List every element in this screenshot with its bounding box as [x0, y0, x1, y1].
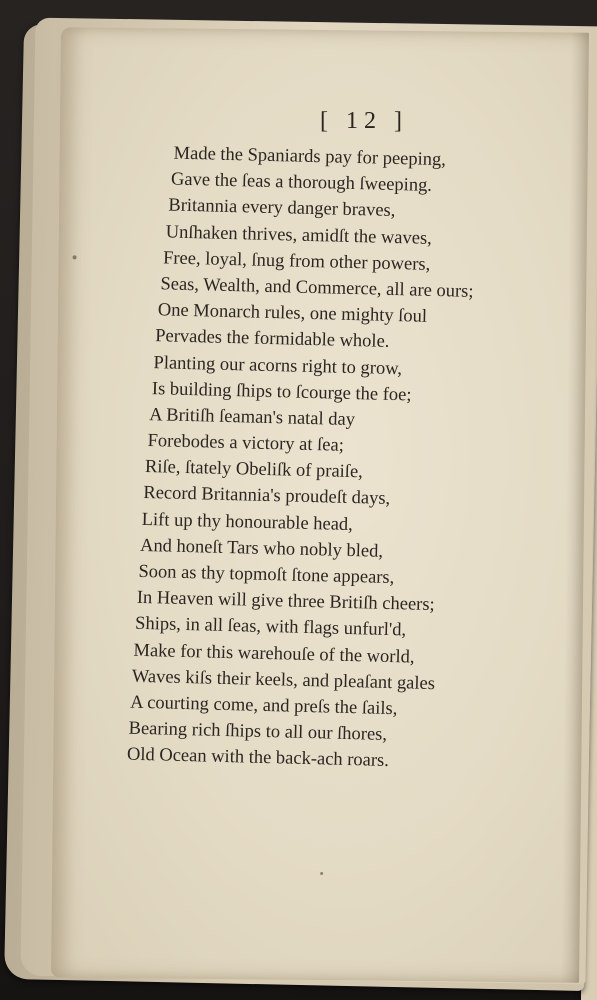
poem-line: Seas, Wealth, and Commerce, all are ours;	[160, 274, 474, 302]
poem-line: Ships, in all ſeas, with flags unfurl'd,	[134, 614, 407, 641]
poem-line: Record Britannia's proudeſt days,	[143, 483, 391, 510]
poem-line: Planting our acorns right to grow,	[153, 352, 403, 379]
poem-line: Unſhaken thrives, amidſt the waves,	[165, 221, 433, 249]
poem-line: Old Ocean with the back-ach roars.	[126, 744, 390, 772]
poem-line: In Heaven will give three Britiſh cheers;	[136, 588, 435, 616]
poem-line: Forebodes a victory at ſea;	[147, 431, 345, 456]
poem-line: One Monarch rules, one mighty ſoul	[157, 300, 428, 327]
poem-line: Make for this warehouſe of the world,	[133, 640, 415, 668]
poem-line: Free, loyal, ſnug from other powers,	[162, 248, 431, 275]
poem-line: Riſe, ſtately Obeliſk of praiſe,	[144, 457, 364, 483]
paper-speck	[320, 872, 323, 875]
poem-line: Made the Spaniards pay for peeping,	[173, 143, 447, 171]
poem-line: Waves kiſs their keels, and pleaſant gales	[131, 666, 436, 694]
poem-line: Pervades the formidable whole.	[154, 326, 390, 353]
poem-text	[126, 140, 477, 776]
page-number: [ 12 ]	[320, 108, 408, 134]
poem-line: Gave the ſeas a thorough ſweeping.	[170, 169, 433, 197]
poem-line: Is building ſhips to ſcourge the foe;	[151, 378, 412, 406]
poem-line: And honeſt Tars who nobly bled,	[139, 535, 384, 562]
poem-line: Britannia every danger braves,	[168, 195, 396, 222]
poem-line: Bearing rich ſhips to all our ſhores,	[128, 718, 388, 746]
poem-line: Lift up thy honourable head,	[141, 509, 354, 535]
poem-line: A Britiſh ſeaman's natal day	[149, 404, 356, 430]
paper-speck	[73, 255, 77, 259]
poem-line: A courting come, and preſs the ſails,	[130, 692, 398, 720]
poem-line: Soon as thy topmoſt ſtone appears,	[138, 561, 395, 589]
